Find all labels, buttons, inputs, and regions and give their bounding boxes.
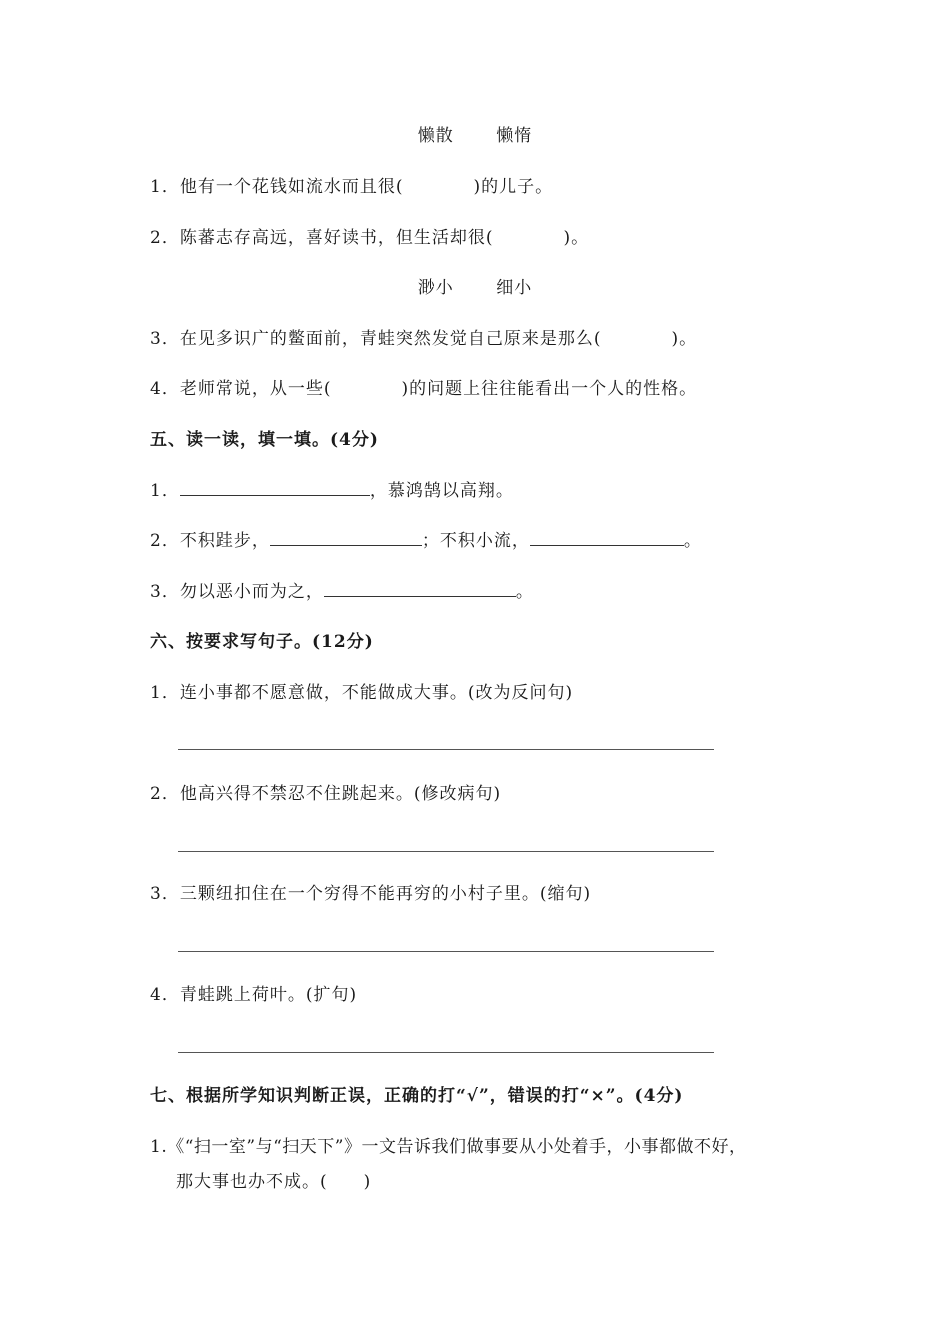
- word-option: 细小: [496, 278, 533, 298]
- question-text-after: )。: [563, 228, 590, 248]
- answer-line[interactable]: [178, 851, 714, 852]
- question-number: 2．: [150, 228, 180, 248]
- question-text-after: )。: [671, 329, 698, 349]
- question-text-after: )的儿子。: [473, 177, 554, 197]
- question-number: 1.: [150, 1137, 168, 1157]
- question-text-line1: 《“扫一室”与“扫天下”》一文告诉我们做事要从小处着手，小事都做不好，: [167, 1137, 747, 1157]
- question-number: 1．: [150, 177, 180, 197]
- fill-blank[interactable]: [324, 580, 516, 597]
- section-6-heading: 六、按要求写句子。(12分): [150, 632, 374, 652]
- question-6-1: [150, 681, 573, 705]
- question-text: 他高兴得不禁忍不住跳起来。(修改病句): [179, 784, 502, 804]
- question-7-1-continuation[interactable]: 那大事也办不成。( ): [176, 1172, 372, 1192]
- question-text-before: 在见多识广的鳖面前，青蛙突然发觉自己原来是那么(: [179, 329, 602, 349]
- question-text: 连小事都不愿意做，不能做成大事。(改为反问句): [179, 683, 574, 703]
- question-number: 2．: [150, 531, 180, 551]
- question-4-1: [150, 175, 553, 199]
- question-text-before: 他有一个花钱如流水而且很(: [179, 177, 404, 197]
- question-4-3: [150, 327, 697, 351]
- question-text: 青蛙跳上荷叶。(扩句): [179, 985, 358, 1005]
- fill-blank[interactable]: [180, 479, 370, 496]
- answer-line[interactable]: [178, 749, 714, 750]
- question-text: 三颗纽扣住在一个穷得不能再穷的小村子里。(缩句): [179, 884, 592, 904]
- answer-line[interactable]: [178, 951, 714, 952]
- question-text-before: 陈蕃志存高远，喜好读书，但生活却很(: [179, 228, 494, 248]
- section-7-heading: 七、根据所学知识判断正误，正确的打“√”，错误的打“×”。(4分): [150, 1086, 684, 1106]
- question-number: 1．: [150, 481, 180, 501]
- question-text-b: 。: [515, 582, 534, 602]
- question-7-1: [150, 1135, 747, 1159]
- question-number: 4．: [150, 379, 180, 399]
- question-number: 1．: [150, 683, 180, 703]
- question-text-after: )的问题上往往能看出一个人的性格。: [401, 379, 698, 399]
- question-6-3: [150, 882, 591, 906]
- question-4-4: [150, 377, 697, 401]
- fill-blank[interactable]: [270, 529, 422, 546]
- question-text-a: 勿以恶小而为之，: [179, 582, 324, 602]
- question-number: 4．: [150, 985, 180, 1005]
- word-option: 懒惰: [496, 126, 533, 146]
- question-6-4: [150, 983, 357, 1007]
- section-5-heading: 五、读一读，填一填。(4分): [150, 430, 379, 450]
- question-5-3: [150, 580, 534, 604]
- word-option: 渺小: [417, 278, 454, 298]
- word-pair-2: [0, 276, 950, 300]
- question-6-2: [150, 782, 501, 806]
- question-text-a: 不积跬步，: [179, 531, 270, 551]
- question-text: ，慕鸿鹄以高翔。: [369, 481, 514, 501]
- question-text-c: 。: [683, 531, 702, 551]
- question-number: 2．: [150, 784, 180, 804]
- fill-blank[interactable]: [530, 529, 684, 546]
- question-number: 3．: [150, 884, 180, 904]
- question-5-2: [150, 529, 702, 553]
- question-number: 3．: [150, 582, 180, 602]
- word-option: 懒散: [417, 126, 454, 146]
- question-text-b: ；不积小流，: [421, 531, 530, 551]
- question-5-1: [150, 479, 514, 503]
- answer-line[interactable]: [178, 1052, 714, 1053]
- word-pair-1: [0, 124, 950, 148]
- question-text-before: 老师常说，从一些(: [179, 379, 332, 399]
- question-4-2: [150, 226, 589, 250]
- question-number: 3．: [150, 329, 180, 349]
